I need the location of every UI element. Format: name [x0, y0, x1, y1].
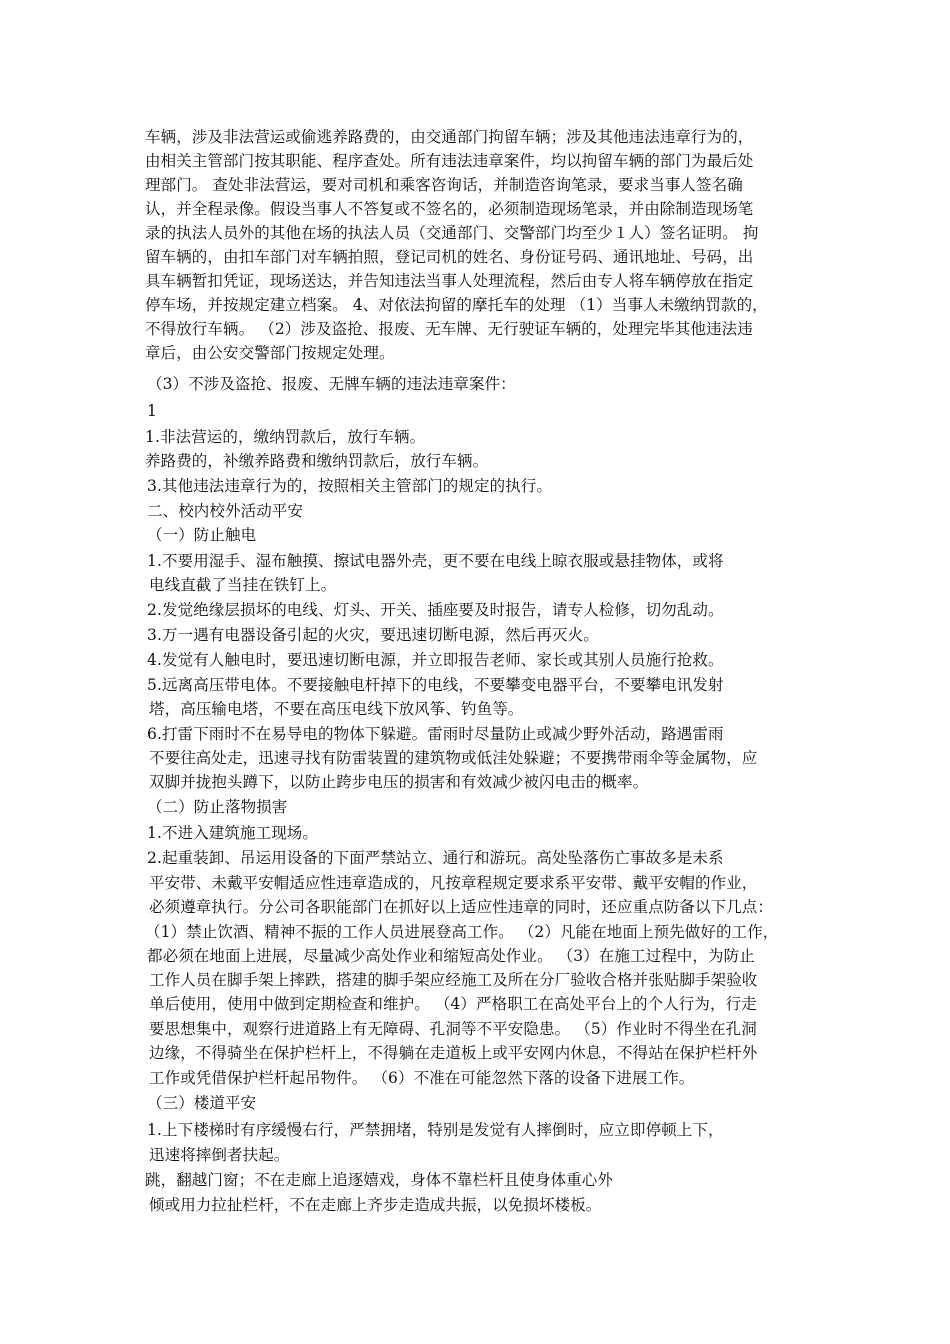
- text-line: 塔，高压输电塔，不要在高压电线下放风筝、钓鱼等。: [149, 700, 524, 718]
- text-line: 1.非法营运的，缴纳罚款后，放行车辆。: [145, 428, 426, 446]
- text-line: 养路费的，补缴养路费和缴纳罚款后，放行车辆。: [145, 452, 489, 470]
- text-line: 留车辆的，由扣车部门对车辆拍照，登记司机的姓名、身份证号码、通讯地址、号码，出: [145, 248, 754, 266]
- subsection-heading: （二）防止落物损害: [147, 798, 288, 816]
- text-line: （1）禁止饮酒、精神不振的工作人员进展登高工作。 （2）凡能在地面上预先做好的工作，: [145, 923, 779, 941]
- section-heading: 二、校内校外活动平安: [147, 502, 304, 520]
- text-line: 平安带、未戴平安帽适应性违章造成的，凡按章程规定要求系平安带、戴平安帽的作业，: [149, 874, 758, 892]
- text-line: 工作或凭借保护栏杆起吊物件。 （6）不准在可能忽然下落的设备下进展工作。: [149, 1069, 695, 1087]
- text-line: 6.打雷下雨时不在易导电的物体下躲避。雷雨时尽量防止或减少野外活动，路遇雷雨: [147, 725, 724, 743]
- text-line: 2.起重装卸、吊运用设备的下面严禁站立、通行和游玩。高处坠落伤亡事故多是未系: [147, 849, 724, 867]
- text-line: 1.不进入建筑施工现场。: [147, 824, 318, 842]
- text-line: 边缘，不得骑坐在保护栏杆上，不得躺在走道板上或平安网内休息，不得站在保护栏杆外: [149, 1044, 758, 1062]
- text-line: 1: [147, 402, 157, 420]
- text-line: 单后使用，使用中做到定期检查和维护。 （4）严格职工在高处平台上的个人行为，行走: [149, 995, 757, 1013]
- text-line: 迅速将摔倒者扶起。: [149, 1146, 290, 1164]
- text-line: 5.远离高压带电体。不要接触电杆掉下的电线，不要攀变电器平台，不要攀电讯发射: [147, 676, 724, 694]
- text-line: （3）不涉及盗抢、报废、无牌车辆的违法违章案件：: [147, 375, 516, 393]
- text-line: 工作人员在脚手架上摔跌，搭建的脚手架应经施工及所在分厂验收合格并张贴脚手架验收: [149, 971, 758, 989]
- text-line: 录的执法人员外的其他在场的执法人员（交通部门、交警部门均至少１人）签名证明。 拘: [145, 224, 759, 242]
- text-line: 3.其他违法违章行为的，按照相关主管部门的规定的执行。: [147, 477, 552, 495]
- text-line: 理部门。 查处非法营运，要对司机和乘客咨询话，并制造咨询笔录，要求当事人签名确: [145, 176, 743, 194]
- text-line: 由相关主管部门按其职能、程序查处。所有违法违章案件，均以拘留车辆的部门为最后处: [145, 152, 754, 170]
- text-line: 章后，由公安交警部门按规定处理。: [145, 344, 395, 362]
- text-line: 认，并全程录像。假设当事人不答复或不签名的，必须制造现场笔录，并由除制造现场笔: [145, 200, 754, 218]
- text-line: 2.发觉绝缘层损坏的电线、灯头、开关、插座要及时报告，请专人检修，切勿乱动。: [147, 601, 724, 619]
- text-line: 要思想集中，观察行进道路上有无障碍、孔洞等不平安隐患。 （5）作业时不得坐在孔洞: [149, 1020, 757, 1038]
- subsection-heading: （三）楼道平安: [147, 1094, 257, 1112]
- text-line: 1.上下楼梯时有序缓慢右行，严禁拥堵，特别是发觉有人摔倒时，应立即停顿上下，: [147, 1121, 724, 1139]
- text-line: 都必须在地面上进展，尽量减少高处作业和缩短高处作业。 （3）在施工过程中，为防止: [147, 947, 755, 965]
- text-line: 不得放行车辆。 （2）涉及盗抢、报废、无车牌、无行驶证车辆的，处理完毕其他违法违: [145, 320, 753, 338]
- text-line: 4.发觉有人触电时，要迅速切断电源，并立即报告老师、家长或其别人员施行抢救。: [147, 651, 724, 669]
- text-line: 1.不要用湿手、湿布触摸、擦试电器外壳，更不要在电线上晾衣服或悬挂物体，或将: [147, 552, 724, 570]
- text-line: 倾或用力拉扯栏杆，不在走廊上齐步走造成共振，以免损坏楼板。: [149, 1196, 602, 1214]
- text-line: 跳，翻越门窗；不在走廊上追逐嬉戏，身体不靠栏杆且使身体重心外: [145, 1171, 614, 1189]
- text-line: 电线直截了当挂在铁钉上。: [149, 576, 337, 594]
- text-line: 3.万一遇有电器设备引起的火灾，要迅速切断电源，然后再灭火。: [147, 626, 599, 644]
- subsection-heading: （一）防止触电: [147, 526, 257, 544]
- text-line: 不要往高处走，迅速寻找有防雷装置的建筑物或低洼处躲避；不要携带雨伞等金属物，应: [149, 749, 758, 767]
- text-line: 必须遵章执行。分公司各职能部门在抓好以上适应性违章的同时，还应重点防备以下几点：: [149, 898, 774, 916]
- text-line: 双脚并拢抱头蹲下，以防止跨步电压的损害和有效减少被闪电击的概率。: [149, 773, 649, 791]
- text-line: 车辆，涉及非法营运或偷逃养路费的，由交通部门拘留车辆；涉及其他违法违章行为的，: [145, 128, 754, 146]
- text-line: 具车辆暂扣凭证，现场送达，并告知违法当事人处理流程，然后由专人将车辆停放在指定: [145, 272, 754, 290]
- text-line: 停车场，并按规定建立档案。 4、对依法拘留的摩托车的处理 （1）当事人未缴纳罚款的，: [145, 296, 768, 314]
